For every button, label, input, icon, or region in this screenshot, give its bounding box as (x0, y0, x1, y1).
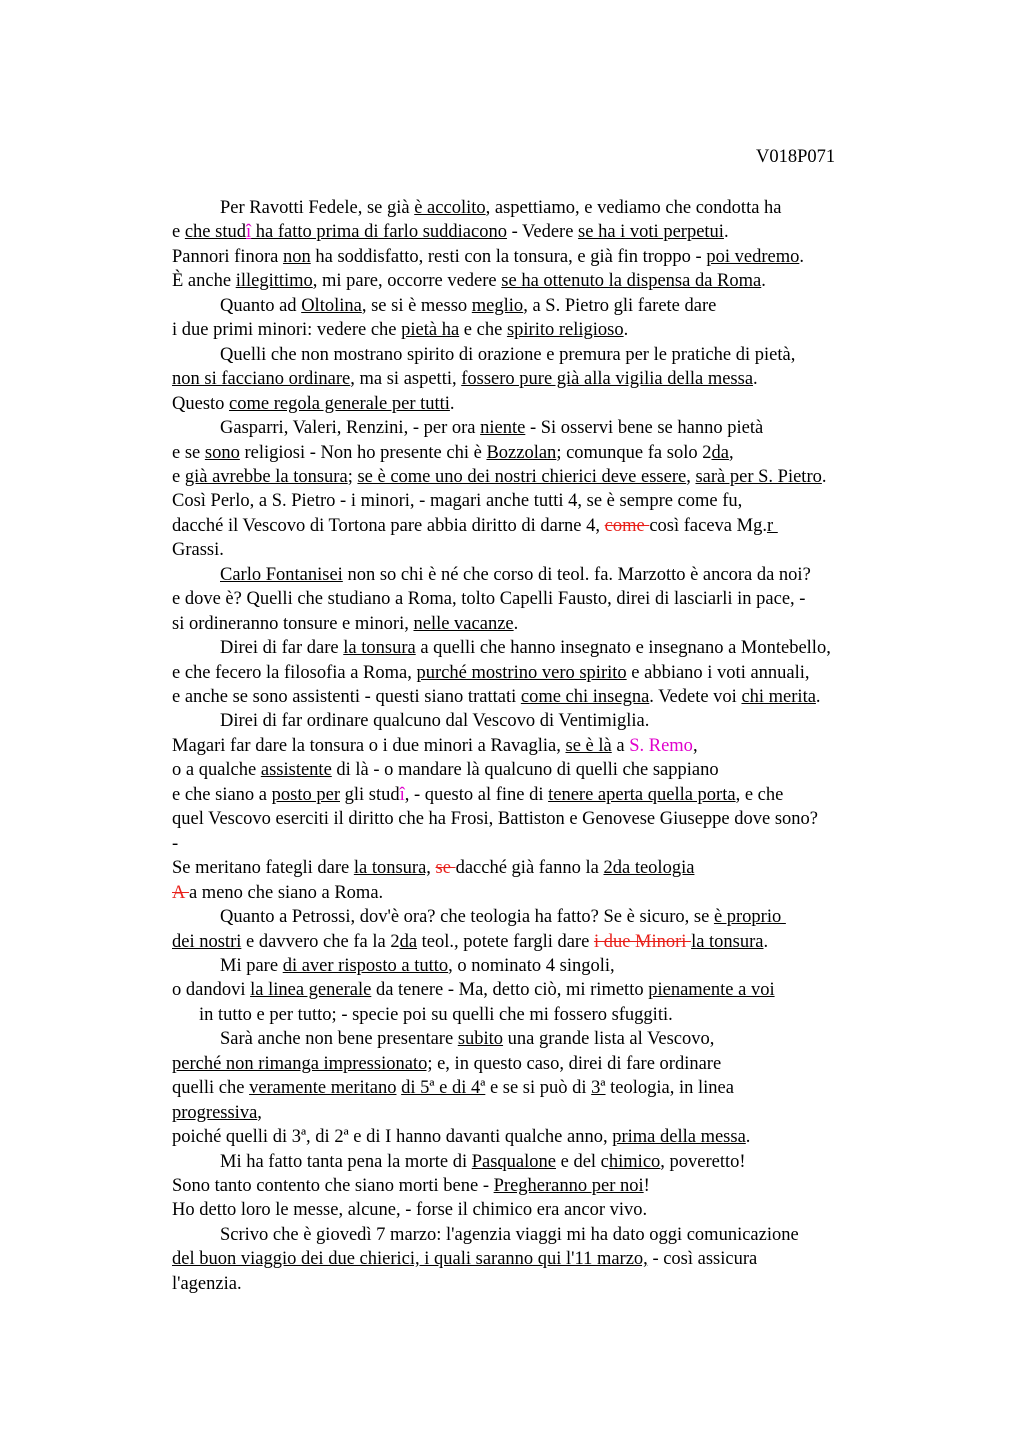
underlined-text: di aver risposto a tutto (282, 955, 449, 976)
text-run: e che fecero la filosofia a Roma, (172, 662, 417, 683)
text-line (0, 685, 1024, 710)
underlined-text: da (711, 442, 729, 463)
text-run: o dandovi (172, 980, 251, 1001)
text-run: , aspettiamo, e vediamo che condotta ha (485, 198, 782, 218)
line-content (220, 416, 763, 441)
text-line (0, 587, 1024, 612)
text-line (0, 245, 1024, 270)
text-run: . (449, 393, 455, 414)
line-content (172, 1101, 262, 1126)
line-content (220, 905, 786, 930)
underlined-text: è proprio (713, 907, 786, 927)
text-run: - Vedere (506, 222, 579, 243)
text-run: religiosi - Non ho presente chi è (239, 442, 487, 463)
text-line (0, 465, 1024, 490)
text-run: , o nominato 4 singoli, (448, 955, 615, 976)
text-line (0, 563, 1024, 588)
text-run: , - questo al fine di (404, 784, 549, 805)
text-run: . (745, 1127, 751, 1148)
line-content (220, 1150, 746, 1175)
text-run: e che (459, 320, 507, 341)
text-run: si ordineranno tonsure e minori, (172, 613, 414, 634)
text-line (0, 1150, 1024, 1175)
line-content (172, 587, 805, 612)
underlined-text: Pregheranno per noi (493, 1176, 644, 1196)
text-line (0, 294, 1024, 319)
text-run: poiché quelli di 3ª, di 2ª e di I hanno davanti qualche anno, (172, 1127, 613, 1148)
text-line (0, 220, 1024, 245)
line-content (172, 1198, 647, 1223)
text-run: e davvero che fa la 2 (241, 931, 400, 952)
text-run: in tutto e per tutto; - specie poi su quelli che mi fossero sfuggiti. (199, 1004, 673, 1025)
text-run: i due primi minori: vedere che (172, 320, 402, 341)
underlined-text: spirito religioso (506, 320, 624, 341)
line-content (220, 709, 649, 734)
line-content (199, 1003, 673, 1028)
underlined-text: Oltolina (301, 295, 362, 316)
text-run: da tenere - Ma, detto ciò, mi rimetto (371, 980, 649, 1001)
text-run: Questo (172, 393, 230, 414)
line-content (172, 538, 224, 563)
text-run: o a qualche (172, 760, 261, 781)
text-run: dacché il Vescovo di Tortona pare abbia diritto di darne 4, (172, 515, 605, 536)
line-content (220, 954, 615, 979)
text-run: e (172, 466, 185, 487)
text-run: È anche (172, 271, 236, 292)
text-run: quel Vescovo eserciti il diritto che ha Frosi, Battiston e Genovese Giuseppe dove sono? (172, 809, 818, 830)
text-run: Quelli che non mostrano spirito di orazione e premura per le pratiche di pietà, (220, 344, 796, 365)
text-line (0, 318, 1024, 343)
underlined-text: se è là (565, 735, 612, 756)
text-run: . (513, 613, 519, 634)
underlined-text: 2da teologia (603, 858, 695, 879)
underlined-text: Bozzolan (486, 442, 557, 463)
highlighted-text: î (245, 222, 252, 243)
underlined-text: tenere aperta quella porta (548, 784, 736, 805)
deleted-text: se (435, 858, 456, 879)
text-line (0, 343, 1024, 368)
text-line (0, 905, 1024, 930)
text-run: Direi di far ordinare qualcuno dal Vescovo di Ventimiglia. (220, 711, 650, 732)
text-run: . (761, 271, 766, 292)
underlined-text: fossero pure già alla vigilia della messa (461, 369, 754, 390)
line-content (172, 1247, 757, 1272)
text-line (0, 807, 1024, 832)
line-content (220, 196, 782, 221)
text-run: ha soddisfatto, resti con la tonsura, e già fin troppo - (310, 246, 707, 267)
text-line (0, 196, 1024, 221)
underlined-text: assistente (260, 760, 332, 781)
line-content (220, 1223, 799, 1248)
line-content (220, 636, 831, 661)
text-line (0, 856, 1024, 881)
underlined-text: Pasqualone (471, 1151, 556, 1172)
text-run: l'agenzia. (172, 1273, 242, 1294)
underlined-text: nelle vacanze (413, 613, 514, 634)
line-content (172, 807, 818, 832)
underlined-text: ha fatto prima di farlo suddiacono (251, 222, 507, 243)
text-run: Sarà anche non bene presentare (220, 1029, 458, 1050)
underlined-text: la tonsura, (353, 858, 431, 879)
line-content (172, 881, 383, 906)
line-content (172, 367, 758, 392)
text-line (0, 1174, 1024, 1199)
text-run: . (623, 320, 629, 341)
underlined-text: non si facciano ordinare (172, 369, 351, 390)
text-run: Scrivo che è giovedì 7 marzo: l'agenzia viaggi mi ha dato oggi comunicazione (220, 1224, 799, 1245)
deleted-text: A (172, 882, 189, 903)
underlined-text: Carlo Fontanisei (220, 564, 343, 585)
line-content (172, 758, 719, 783)
text-run: - Si osservi bene se hanno pietà (525, 418, 764, 438)
line-content (172, 1174, 650, 1199)
text-run: e dove è? Quelli che studiano a Roma, tolto Capelli Fausto, direi di lasciarli in pace, - (172, 589, 806, 610)
line-content (172, 465, 826, 490)
text-run: Mi ha fatto tanta pena la morte di (220, 1151, 472, 1172)
highlighted-text: S. Remo (629, 735, 693, 756)
underlined-text: non (282, 246, 311, 267)
text-line (0, 1198, 1024, 1223)
underlined-text: progressiva (172, 1102, 258, 1123)
text-run: così faceva Mg. (649, 515, 767, 536)
text-run: , mi pare, occorre vedere (312, 271, 502, 292)
line-content (172, 1052, 721, 1077)
text-line (0, 978, 1024, 1003)
text-run: , (692, 735, 698, 756)
text-line (0, 1101, 1024, 1126)
text-line (0, 1247, 1024, 1272)
text-run: gli stud (340, 784, 400, 805)
text-run: . Vedete voi (649, 687, 742, 707)
text-run: , (257, 1102, 262, 1123)
text-run: e (172, 222, 185, 243)
text-run: e se (172, 442, 205, 463)
text-run: ; comunque fa solo 2 (556, 442, 712, 463)
line-content (172, 734, 698, 759)
text-run: teol., potete fargli dare (417, 931, 594, 952)
text-run: Direi di far dare (220, 638, 344, 659)
line-content (172, 783, 783, 808)
underlined-text: se ha ottenuto la dispensa da Roma (501, 271, 762, 292)
text-run: , ma si aspetti, (350, 369, 462, 390)
line-content (172, 1272, 242, 1297)
line-content (172, 318, 628, 343)
text-run: . (763, 931, 769, 952)
underlined-text: come chi insegna (520, 687, 650, 707)
underlined-text: se è come uno dei nostri chierici deve essere (357, 466, 687, 487)
deleted-text: i due Minori (593, 931, 692, 952)
text-line (0, 612, 1024, 637)
underlined-text: come regola generale per tutti (229, 393, 450, 414)
text-run: Se meritano fategli dare (172, 858, 354, 879)
underlined-text: purché mostrino vero spirito (416, 662, 627, 683)
underlined-text: chi merita (741, 687, 816, 707)
underlined-text: veramente meritano (249, 1078, 397, 1099)
text-run: Sono tanto contento che siano morti bene - (172, 1176, 494, 1196)
underlined-text: niente (480, 418, 526, 438)
text-run: - (172, 833, 179, 854)
underlined-text: la tonsura (343, 638, 416, 659)
text-run: ; (347, 466, 358, 487)
text-line (0, 441, 1024, 466)
line-content (172, 978, 775, 1003)
text-run: , se si è messo (361, 295, 472, 316)
text-run: , e che (735, 784, 784, 805)
underlined-text: del buon viaggio dei due chierici, i quali saranno qui l'11 marzo, (172, 1249, 648, 1270)
text-run: , (728, 442, 734, 463)
text-run: Grassi. (172, 540, 224, 561)
text-run: a quelli che hanno insegnato e insegnano a Montebello, (415, 638, 831, 659)
text-line (0, 881, 1024, 906)
text-run: Mi pare (220, 955, 283, 976)
text-run: e se si può di (485, 1078, 592, 1099)
text-line (0, 783, 1024, 808)
text-run: Per Ravotti Fedele, se già (220, 198, 415, 218)
underlined-text: pienamente a voi (648, 980, 775, 1001)
underlined-text: posto per (271, 784, 340, 805)
text-run: , a S. Pietro gli farete dare (523, 295, 717, 316)
text-line (0, 954, 1024, 979)
text-line (0, 1052, 1024, 1077)
underlined-text: himico (608, 1151, 661, 1172)
text-run: a (611, 735, 630, 756)
text-run: e che siano a (172, 784, 272, 805)
underlined-text: sarà per S. Pietro (695, 466, 822, 487)
text-run: . (815, 687, 821, 707)
text-run: teologia, in linea (605, 1078, 734, 1099)
line-content (172, 392, 455, 417)
line-content (172, 220, 729, 245)
line-content (172, 441, 734, 466)
text-run: Ho detto loro le messe, alcune, - forse il chimico era ancor vivo. (172, 1200, 648, 1221)
text-run: e, in questo caso, direi di fare ordinare (432, 1053, 722, 1074)
text-run: Magari far dare la tonsura o i due minori a Ravaglia, (172, 735, 566, 756)
text-run: e anche se sono assistenti - questi siano trattati (172, 687, 521, 707)
underlined-text: già avrebbe la tonsura (184, 466, 348, 487)
text-line (0, 758, 1024, 783)
text-run: - così assicura (647, 1249, 758, 1270)
underlined-text: la linea generale (250, 980, 372, 1001)
text-run: . (821, 466, 827, 487)
line-content (172, 514, 778, 539)
underlined-text: da (399, 931, 418, 952)
text-run: di là - o mandare là qualcuno di quelli che sappiano (331, 760, 719, 781)
underlined-text: 3ª (591, 1078, 606, 1099)
text-line (0, 661, 1024, 686)
underlined-text: se ha i voti perpetui (578, 222, 724, 243)
underlined-text: illegittimo (235, 271, 313, 292)
text-line (0, 392, 1024, 417)
line-content (172, 245, 804, 270)
text-line (0, 367, 1024, 392)
line-content (172, 661, 810, 686)
line-content (172, 832, 178, 857)
line-content (220, 1027, 714, 1052)
deleted-text: come (604, 515, 650, 536)
text-run: Gasparri, Valeri, Renzini, - per ora (220, 418, 481, 438)
line-content (172, 1125, 750, 1150)
line-content (172, 685, 821, 710)
text-run: dacché già fanno la (455, 858, 604, 879)
line-content (172, 269, 766, 294)
underlined-text: perché non rimanga impressionato; (172, 1053, 433, 1074)
underlined-text: poi vedremo (706, 246, 800, 267)
underlined-text: dei nostri (172, 931, 242, 952)
text-run: , poveretto! (660, 1151, 746, 1172)
text-run: Quanto a Petrossi, dov'è ora? che teologia ha fatto? Se è sicuro, se (220, 907, 714, 927)
text-line (0, 832, 1024, 857)
underlined-text: subito (457, 1029, 504, 1050)
line-content (172, 930, 768, 955)
text-run: Quanto ad (220, 295, 302, 316)
text-run: Pannori finora (172, 246, 283, 267)
underlined-text: prima della messa (612, 1127, 746, 1148)
text-line (0, 734, 1024, 759)
line-content (172, 612, 518, 637)
text-run: una grande lista al Vescovo, (503, 1029, 715, 1050)
text-run: Così Perlo, a S. Pietro - i minori, - magari anche tutti 4, se è sempre come fu, (172, 491, 743, 512)
line-content (220, 294, 716, 319)
text-line (0, 538, 1024, 563)
underlined-text: sono (204, 442, 240, 463)
line-content (172, 489, 742, 514)
text-line (0, 1272, 1024, 1297)
text-line (0, 1076, 1024, 1101)
underlined-text: la tonsura (691, 931, 764, 952)
text-line (0, 709, 1024, 734)
text-run: . (723, 222, 729, 243)
text-line (0, 636, 1024, 661)
text-line (0, 930, 1024, 955)
text-line (0, 514, 1024, 539)
text-run: quelli che (172, 1078, 250, 1099)
text-line (0, 1003, 1024, 1028)
text-line (0, 269, 1024, 294)
underlined-text: che stud (184, 222, 246, 243)
line-content (220, 563, 811, 588)
line-content (172, 1076, 734, 1101)
text-run: non so chi è né che corso di teol. fa. Marzotto è ancora da noi? (342, 564, 811, 585)
text-line (0, 416, 1024, 441)
underlined-text: meglio (471, 295, 524, 316)
text-run: e del c (556, 1151, 609, 1172)
underlined-text: pietà ha (401, 320, 460, 341)
underlined-text: di 5ª e di 4ª (401, 1078, 486, 1099)
text-run: a meno che siano a Roma. (188, 882, 384, 903)
text-run: ! (643, 1176, 650, 1196)
underlined-text: r (766, 515, 778, 536)
text-run: . (799, 246, 804, 267)
text-run: . (753, 369, 758, 390)
text-line (0, 1027, 1024, 1052)
text-line (0, 1125, 1024, 1150)
page-id: V018P071 (756, 147, 836, 167)
line-content (220, 343, 795, 368)
text-run: , (686, 466, 696, 487)
underlined-text: è accolito (414, 198, 486, 218)
text-line (0, 1223, 1024, 1248)
text-line (0, 489, 1024, 514)
highlighted-text: î (399, 784, 405, 805)
line-content (172, 856, 694, 881)
text-run: e abbiano i voti annuali, (626, 662, 810, 683)
